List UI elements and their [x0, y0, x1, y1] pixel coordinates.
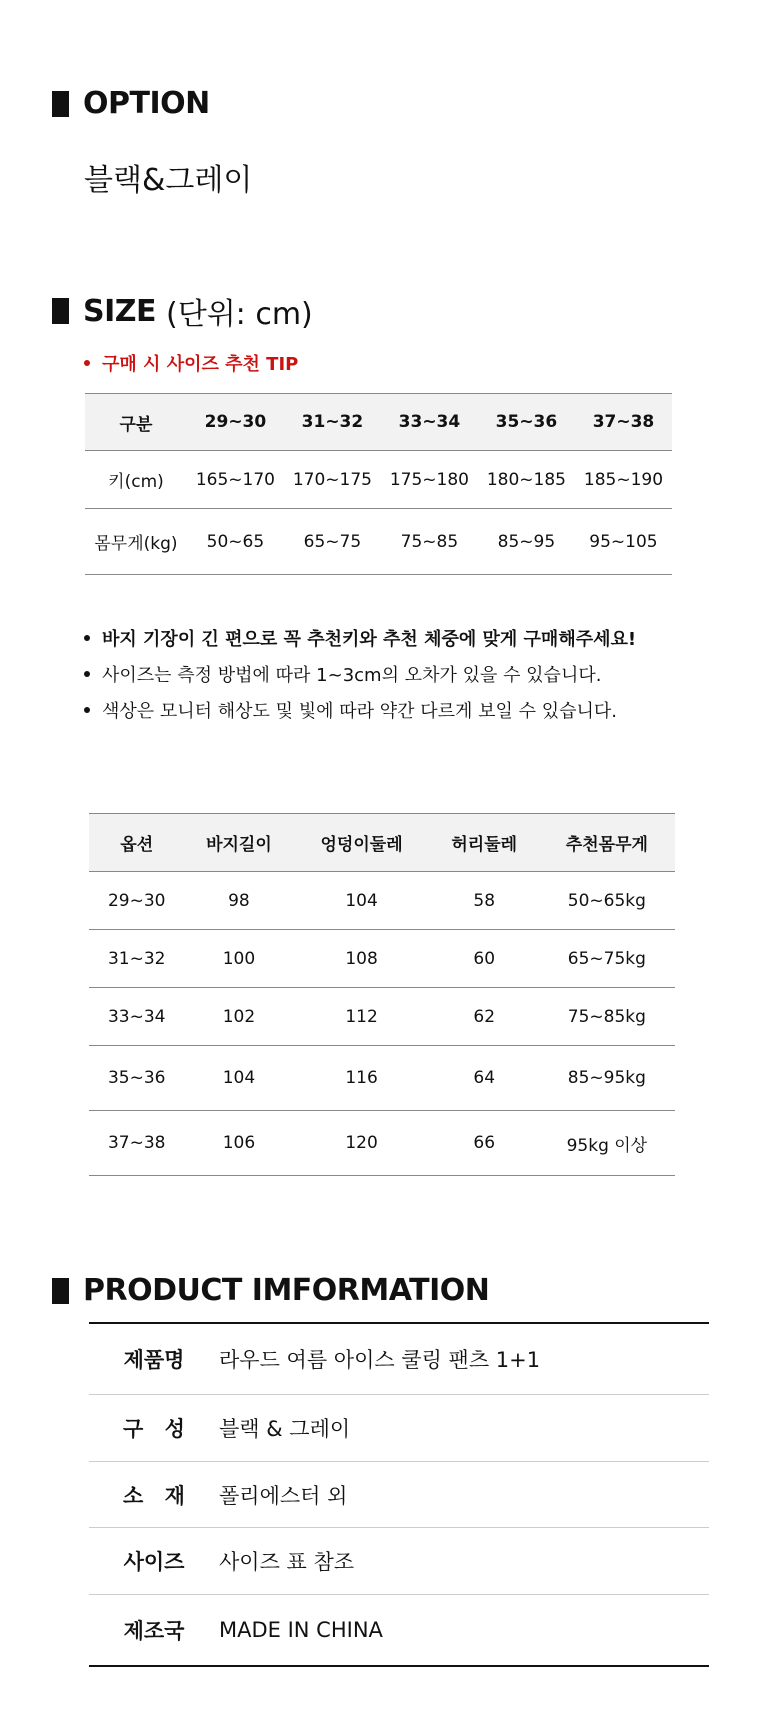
- table-cell: 62: [430, 988, 539, 1046]
- table-row: [89, 1046, 675, 1111]
- bullet-icon: [84, 360, 90, 366]
- table-cell: 95kg 이상: [539, 1111, 675, 1176]
- table-header: 35~36: [478, 394, 575, 451]
- table-cell: 175~180: [381, 451, 478, 509]
- bullet-icon: [84, 707, 90, 713]
- size-recommend-table: [85, 393, 672, 575]
- table-cell: 75~85kg: [539, 988, 675, 1046]
- table-cell: 33~34: [89, 988, 184, 1046]
- info-row: [89, 1324, 709, 1395]
- info-value: 라우드 여름 아이스 쿨링 팬츠 1+1: [219, 1348, 541, 1372]
- table-header: 31~32: [284, 394, 381, 451]
- info-label: 제품명: [123, 1348, 185, 1372]
- note-item: [84, 692, 636, 728]
- note-text: 바지 기장이 긴 편으로 꼭 추천키와 추천 체중에 맞게 구매해주세요!: [102, 629, 637, 650]
- table-cell: 95~105: [575, 509, 672, 575]
- product-info-table: [89, 1322, 709, 1667]
- title-marker: [52, 91, 69, 117]
- size-tip: [84, 350, 298, 376]
- info-label: 제조국: [123, 1619, 185, 1643]
- table-cell: 50~65: [187, 509, 284, 575]
- product-section-title: [52, 1273, 489, 1308]
- note-item: [84, 656, 636, 692]
- info-value: 블랙 & 그레이: [219, 1417, 351, 1441]
- table-cell: 120: [293, 1111, 429, 1176]
- table-cell: 66: [430, 1111, 539, 1176]
- table-header: 37~38: [575, 394, 672, 451]
- info-row: [89, 1528, 709, 1595]
- size-title: SIZE: [83, 293, 157, 329]
- table-cell: 37~38: [89, 1111, 184, 1176]
- table-header: 엉덩이둘레: [293, 814, 429, 872]
- note-text: 사이즈는 측정 방법에 따라 1~3cm의 오차가 있을 수 있습니다.: [102, 665, 602, 686]
- table-row: [85, 451, 672, 509]
- bullet-icon: [84, 671, 90, 677]
- table-cell: 104: [184, 1046, 293, 1111]
- table-cell: 65~75: [284, 509, 381, 575]
- table-cell: 185~190: [575, 451, 672, 509]
- option-value: 블랙&그레이: [84, 163, 253, 198]
- table-cell: 108: [293, 930, 429, 988]
- info-row: [89, 1595, 709, 1667]
- table-cell: 75~85: [381, 509, 478, 575]
- title-marker: [52, 1278, 69, 1304]
- table-cell: 29~30: [89, 872, 184, 930]
- table-cell: 170~175: [284, 451, 381, 509]
- table-cell: 몸무게(kg): [85, 509, 187, 575]
- table-cell: 100: [184, 930, 293, 988]
- size-measure-table: [89, 813, 675, 1176]
- size-tip-text: 구매 시 사이즈 추천 TIP: [102, 354, 299, 375]
- table-cell: 180~185: [478, 451, 575, 509]
- product-title: PRODUCT IMFORMATION: [83, 1273, 490, 1308]
- table-cell: 104: [293, 872, 429, 930]
- size-unit: (단위: cm): [166, 297, 313, 332]
- bullet-icon: [84, 635, 90, 641]
- table-cell: 112: [293, 988, 429, 1046]
- table-cell: 키(cm): [85, 451, 187, 509]
- title-marker: [52, 298, 69, 324]
- size-notes: [84, 620, 636, 728]
- info-label: 구 성: [123, 1417, 185, 1441]
- table-header: 바지길이: [184, 814, 293, 872]
- info-value: 폴리에스터 외: [219, 1483, 348, 1508]
- info-row: [89, 1462, 709, 1528]
- table-row: [85, 509, 672, 575]
- option-section-title: [52, 86, 210, 121]
- info-value: 사이즈 표 참조: [219, 1550, 355, 1574]
- table-cell: 60: [430, 930, 539, 988]
- table-header: 29~30: [187, 394, 284, 451]
- table-cell: 85~95kg: [539, 1046, 675, 1111]
- table-cell: 102: [184, 988, 293, 1046]
- option-title: OPTION: [83, 86, 210, 121]
- size-section-title: [52, 289, 313, 333]
- table-cell: 50~65kg: [539, 872, 675, 930]
- info-value: MADE IN CHINA: [219, 1618, 383, 1642]
- table-cell: 106: [184, 1111, 293, 1176]
- table-cell: 98: [184, 872, 293, 930]
- table-row: [89, 988, 675, 1046]
- table-cell: 31~32: [89, 930, 184, 988]
- table-row: [89, 930, 675, 988]
- info-row: [89, 1395, 709, 1462]
- table-cell: 35~36: [89, 1046, 184, 1111]
- info-label: 소 재: [123, 1483, 185, 1508]
- table-cell: 85~95: [478, 509, 575, 575]
- note-item: [84, 620, 636, 656]
- table-cell: 116: [293, 1046, 429, 1111]
- table-header: 허리둘레: [430, 814, 539, 872]
- table-cell: 58: [430, 872, 539, 930]
- table-cell: 165~170: [187, 451, 284, 509]
- table-cell: 64: [430, 1046, 539, 1111]
- table-row: [89, 872, 675, 930]
- note-text: 색상은 모니터 해상도 및 빛에 따라 약간 다르게 보일 수 있습니다.: [102, 701, 618, 722]
- table-header: 구분: [85, 394, 187, 451]
- table-header: 33~34: [381, 394, 478, 451]
- table-row: [89, 1111, 675, 1176]
- table-header: 옵션: [89, 814, 184, 872]
- table-header: 추천몸무게: [539, 814, 675, 872]
- info-label: 사이즈: [123, 1550, 185, 1574]
- table-cell: 65~75kg: [539, 930, 675, 988]
